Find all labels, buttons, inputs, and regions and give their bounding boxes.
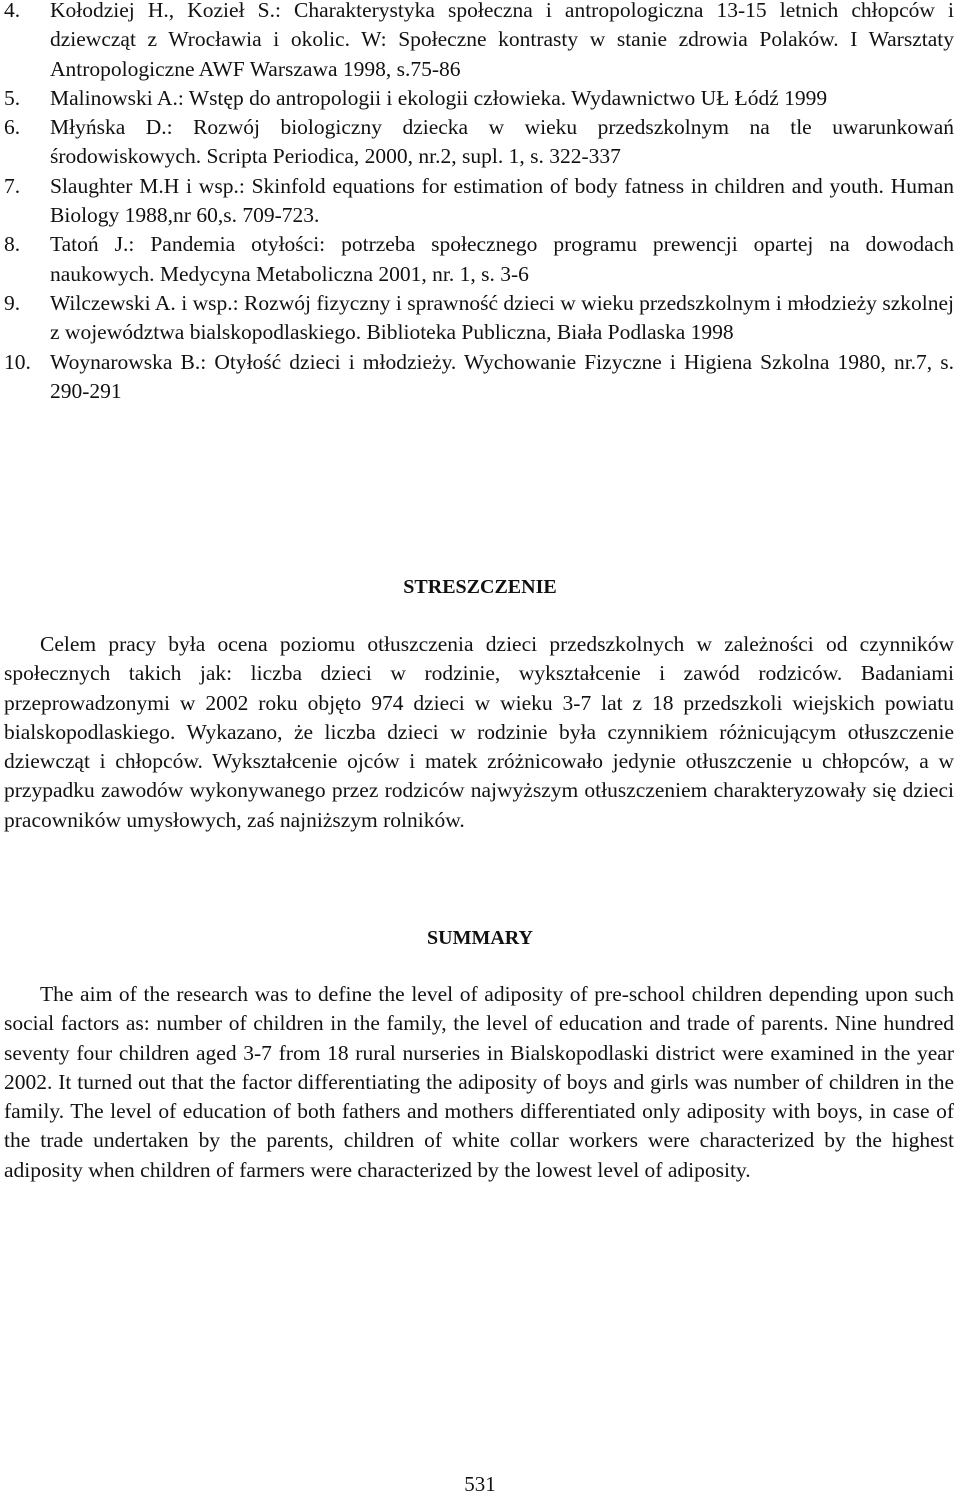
reference-number: 4.	[4, 0, 21, 22]
reference-item	[4, 0, 954, 84]
reference-text: Woynarowska B.: Otyłość dzieci i młodzieży. Wychowanie Fizyczne i Higiena Szkolna 1980, nr.7, s. 290-291	[50, 349, 954, 403]
reference-text: Malinowski A.: Wstęp do antropologii i ekologii człowieka. Wydawnictwo UŁ Łódź 1999	[50, 85, 828, 110]
streszczenie-body: Celem pracy była ocena poziomu otłuszczenia dzieci przedszkolnych w zależności od czynników społecznych takich jak: liczba dzieci w rodzinie, wykształcenie i zawód rodziców. Badaniami przeprowadzonymi w 2002 roku objęto 974 dzieci w wieku 3-7 lat z 18 przedszkoli wiejskich powiatu bialskopodlaskiego. Wykazano, że liczba dzieci w rodzinie była czynnikiem różnicującym otłuszczenie dziewcząt i chłopców. Wykształcenie ojców i matek zróżnicowało jedynie otłuszczenie u chłopców, a w przypadku zawodów wykonywanego przez rodziców najwyższym otłuszczeniem charakteryzowały się dzieci pracowników umysłowych, zaś najniższym rolników.	[4, 632, 954, 832]
reference-number: 8.	[4, 232, 21, 257]
reference-number: 6.	[4, 115, 21, 140]
reference-text: Młyńska D.: Rozwój biologiczny dziecka w wieku przedszkolnym na tle uwarunkowań środowiskowych. Scripta Periodica, 2000, nr.2, supl. 1, s. 322-337	[50, 115, 954, 169]
reference-number: 10.	[4, 349, 31, 374]
reference-number: 9.	[4, 290, 21, 315]
streszczenie-heading: STRESZCZENIE	[403, 576, 557, 598]
reference-item	[4, 289, 954, 348]
page-number: 531	[464, 1472, 496, 1496]
reference-number: 7.	[4, 173, 21, 198]
reference-item	[4, 172, 954, 231]
reference-item	[4, 348, 954, 407]
reference-item	[4, 113, 954, 172]
summary-heading: SUMMARY	[427, 927, 533, 949]
summary-body: The aim of the research was to define the level of adiposity of pre-school children depending upon such social factors as: number of children in the family, the level of education and trade of parents. Nine hundred seventy four children aged 3-7 from 18 rural nurseries in Bialskopodlaski district were examined in the year 2002. It turned out that the factor differentiating the adiposity of boys and girls was number of children in the family. The level of education of both fathers and mothers differentiated only adiposity with boys, in case of the trade undertaken by the parents, children of white collar workers were characterized by the highest adiposity when children of farmers were characterized by the lowest level of adiposity.	[4, 982, 954, 1182]
reference-item	[4, 84, 954, 113]
reference-text: Slaughter M.H i wsp.: Skinfold equations for estimation of body fatness in children and youth. Human Biology 1988,nr 60,s. 709-723.	[50, 173, 954, 228]
reference-item	[4, 230, 954, 289]
reference-text: Tatoń J.: Pandemia otyłości: potrzeba społecznego programu prewencji opartej na dowodach naukowych. Medycyna Metaboliczna 2001, nr. 1, s. 3-6	[50, 232, 954, 286]
references-list	[4, 0, 954, 406]
reference-text: Kołodziej H., Kozieł S.: Charakterystyka społeczna i antropologiczna 13-15 letnich chłopców i dziewcząt z Wrocławia i okolic. W: Społeczne kontrasty w stanie zdrowia Polaków. I Warsztaty Antropologiczne AWF Warszawa 1998, s.75-86	[50, 0, 954, 81]
reference-number: 5.	[4, 85, 21, 110]
reference-text: Wilczewski A. i wsp.: Rozwój fizyczny i sprawność dzieci w wieku przedszkolnym i młodzieży szkolnej z województwa bialskopodlaskiego. Biblioteka Publiczna, Biała Podlaska 1998	[50, 290, 954, 345]
